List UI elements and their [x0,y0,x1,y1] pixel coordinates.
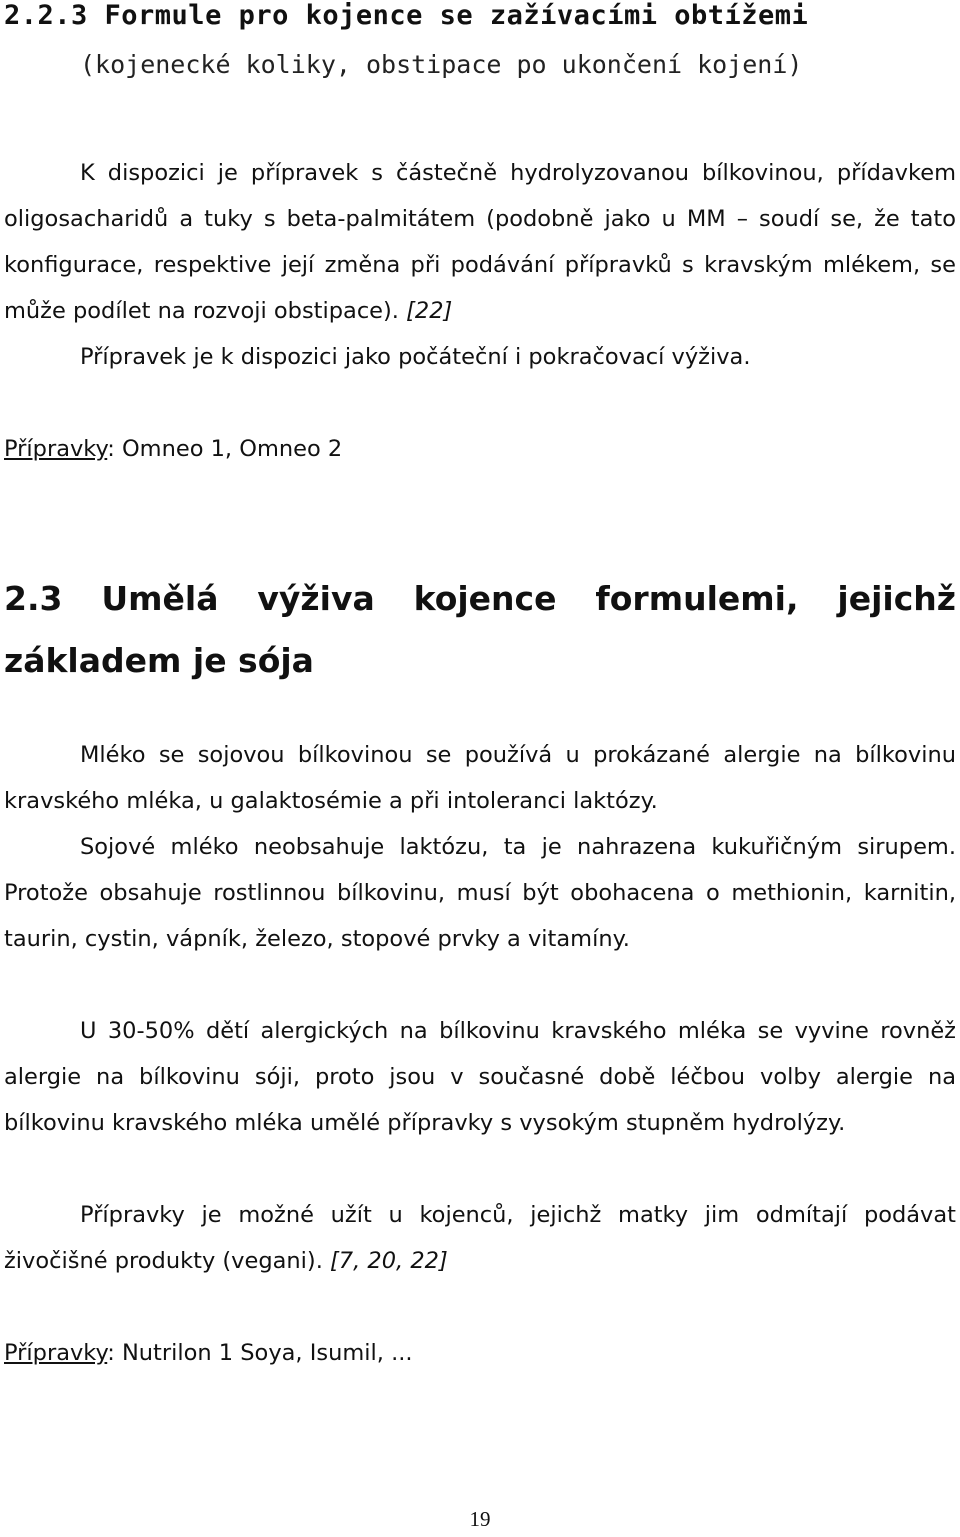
products-separator: : [107,1340,115,1366]
section-subheading-2-2-3: (kojenecké koliky, obstipace po ukončení kojení) [80,50,803,79]
paragraph-text: K dispozici je přípravek s částečně hydrolyzovanou bílkovinou, přídavkem oligosacharidů a tuky s beta-palmitátem (podobně jako u MM – soudí se, že tato konfigurace, respektive její změna při podávání přípravků s kravským mlékem, se může podílet na rozvoji obstipace). [4,160,956,324]
products-value: Omneo 1, Omneo 2 [114,436,343,462]
section-heading-2-2-3: 2.2.3 Formule pro kojence se zažívacími obtížemi [4,0,809,31]
products-line-2-3 [4,1330,956,1376]
products-value: Nutrilon 1 Soya, Isumil, ... [114,1340,413,1366]
paragraph-2-3-4 [4,1192,956,1284]
paragraph-2-2-3-2: Přípravek je k dispozici jako počáteční i pokračovací výživa. [80,344,751,370]
products-separator: : [107,436,115,462]
citation-ref: [22] [406,298,453,324]
paragraph-2-2-3-1 [4,150,956,334]
paragraph-2-3-2: Sojové mléko neobsahuje laktózu, ta je nahrazena kukuřičným sirupem. Protože obsahuje rostlinnou bílkovinu, musí být obohacena o methionin, karnitin, taurin, cystin, vápník, železo, stopové prvky a vitamíny. [4,834,956,952]
paragraph-2-3-1: Mléko se sojovou bílkovinou se používá u prokázané alergie na bílkovinu kravského mléka, u galaktosémie a při intoleranci laktózy. [4,742,956,814]
section-heading-2-3: 2.3 Umělá výživa kojence formulemi, jejichž základem je sója [4,579,956,680]
citation-ref: [7, 20, 22] [330,1248,448,1274]
paragraph-text: Přípravky je možné užít u kojenců, jejichž matky jim odmítají podávat živočišné produkty (vegani). [4,1202,956,1274]
products-line-2-2-3 [4,426,956,472]
paragraph-2-3-3: U 30-50% dětí alergických na bílkovinu kravského mléka se vyvine rovněž alergie na bílkovinu sóji, proto jsou v současné době léčbou volby alergie na bílkovinu kravského mléka umělé přípravky s vysokým stupněm hydrolýzy. [4,1018,956,1136]
page-number: 19 [469,1507,491,1531]
products-label: Přípravky [4,1340,108,1366]
products-label: Přípravky [4,436,108,462]
